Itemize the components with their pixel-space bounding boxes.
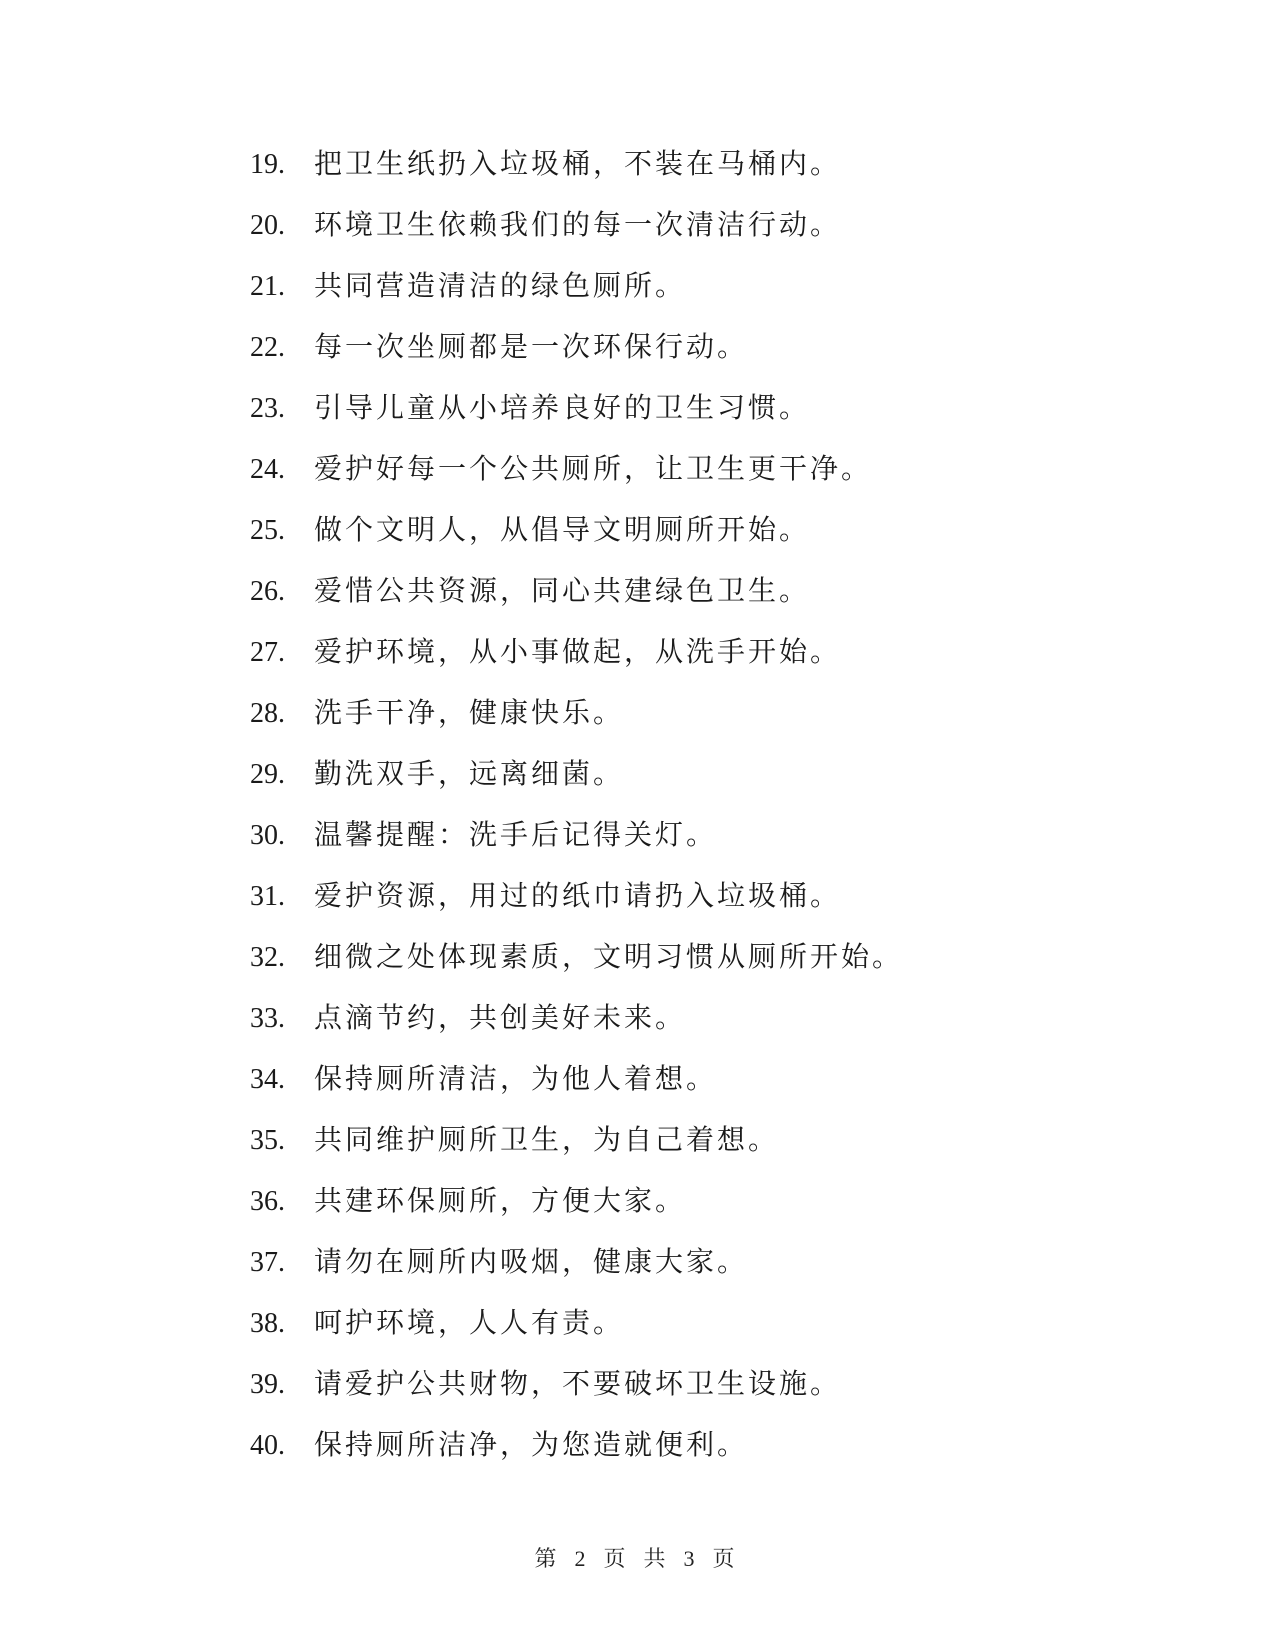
list-item-number: 35. — [250, 1125, 285, 1156]
list-item — [250, 324, 903, 385]
list-item-text: 请爱护公共财物，不要破坏卫生设施。 — [314, 1367, 842, 1400]
list-item — [250, 1117, 903, 1178]
list-item — [250, 934, 903, 995]
list-item — [250, 1300, 903, 1361]
footer-total-word: 共 — [643, 1546, 672, 1571]
list-item-number: 21. — [250, 271, 285, 302]
list-item — [250, 141, 903, 202]
footer-prefix: 第 — [534, 1546, 563, 1571]
slogan-list — [250, 141, 903, 1483]
list-item — [250, 873, 903, 934]
list-item — [250, 1056, 903, 1117]
list-item — [250, 812, 903, 873]
list-item — [250, 263, 903, 324]
list-item — [250, 446, 903, 507]
list-item-text: 温馨提醒：洗手后记得关灯。 — [314, 818, 718, 851]
list-item-number: 25. — [250, 515, 285, 546]
list-item-text: 洗手干净，健康快乐。 — [314, 696, 625, 729]
list-item-number: 26. — [250, 576, 285, 607]
list-item — [250, 1361, 903, 1422]
footer-suffix: 页 — [712, 1546, 741, 1571]
list-item-number: 27. — [250, 637, 285, 668]
list-item-text: 点滴节约，共创美好未来。 — [314, 1001, 687, 1034]
list-item-text: 细微之处体现素质，文明习惯从厕所开始。 — [314, 940, 904, 973]
list-item-number: 30. — [250, 820, 285, 851]
list-item-number: 24. — [250, 454, 285, 485]
list-item-text: 爱惜公共资源，同心共建绿色卫生。 — [314, 574, 811, 607]
list-item-number: 19. — [250, 149, 285, 180]
list-item-text: 做个文明人，从倡导文明厕所开始。 — [314, 513, 811, 546]
list-item-text: 保持厕所洁净，为您造就便利。 — [314, 1428, 749, 1461]
list-item-number: 36. — [250, 1186, 285, 1217]
footer-total-pages: 3 — [683, 1546, 701, 1571]
list-item-number: 40. — [250, 1430, 285, 1461]
list-item — [250, 385, 903, 446]
list-item-number: 32. — [250, 942, 285, 973]
page-footer — [0, 1542, 1275, 1573]
list-item-number: 34. — [250, 1064, 285, 1095]
list-item-number: 39. — [250, 1369, 285, 1400]
list-item-number: 29. — [250, 759, 285, 790]
footer-current-page: 2 — [574, 1546, 592, 1571]
list-item-number: 37. — [250, 1247, 285, 1278]
list-item-text: 爱护好每一个公共厕所，让卫生更干净。 — [314, 452, 873, 485]
list-item — [250, 629, 903, 690]
list-item-text: 勤洗双手，远离细菌。 — [314, 757, 625, 790]
list-item — [250, 690, 903, 751]
list-item-number: 22. — [250, 332, 285, 363]
list-item-number: 31. — [250, 881, 285, 912]
list-item-number: 20. — [250, 210, 285, 241]
list-item-text: 呵护环境，人人有责。 — [314, 1306, 625, 1339]
list-item-text: 引导儿童从小培养良好的卫生习惯。 — [314, 391, 811, 424]
list-item-number: 33. — [250, 1003, 285, 1034]
list-item-number: 28. — [250, 698, 285, 729]
list-item-text: 共同维护厕所卫生，为自己着想。 — [314, 1123, 780, 1156]
list-item — [250, 1178, 903, 1239]
list-item — [250, 568, 903, 629]
list-item — [250, 1422, 903, 1483]
list-item-number: 23. — [250, 393, 285, 424]
list-item-text: 共同营造清洁的绿色厕所。 — [314, 269, 687, 302]
list-item — [250, 1239, 903, 1300]
list-item-text: 共建环保厕所，方便大家。 — [314, 1184, 687, 1217]
list-item-text: 请勿在厕所内吸烟，健康大家。 — [314, 1245, 749, 1278]
list-item-number: 38. — [250, 1308, 285, 1339]
list-item — [250, 507, 903, 568]
list-item-text: 每一次坐厕都是一次环保行动。 — [314, 330, 749, 363]
list-item — [250, 751, 903, 812]
list-item-text: 保持厕所清洁，为他人着想。 — [314, 1062, 718, 1095]
list-item-text: 环境卫生依赖我们的每一次清洁行动。 — [314, 208, 842, 241]
list-item — [250, 202, 903, 263]
list-item-text: 爱护资源，用过的纸巾请扔入垃圾桶。 — [314, 879, 842, 912]
list-item-text: 爱护环境，从小事做起，从洗手开始。 — [314, 635, 842, 668]
list-item-text: 把卫生纸扔入垃圾桶，不装在马桶内。 — [314, 147, 842, 180]
footer-page-word: 页 — [603, 1546, 632, 1571]
list-item — [250, 995, 903, 1056]
